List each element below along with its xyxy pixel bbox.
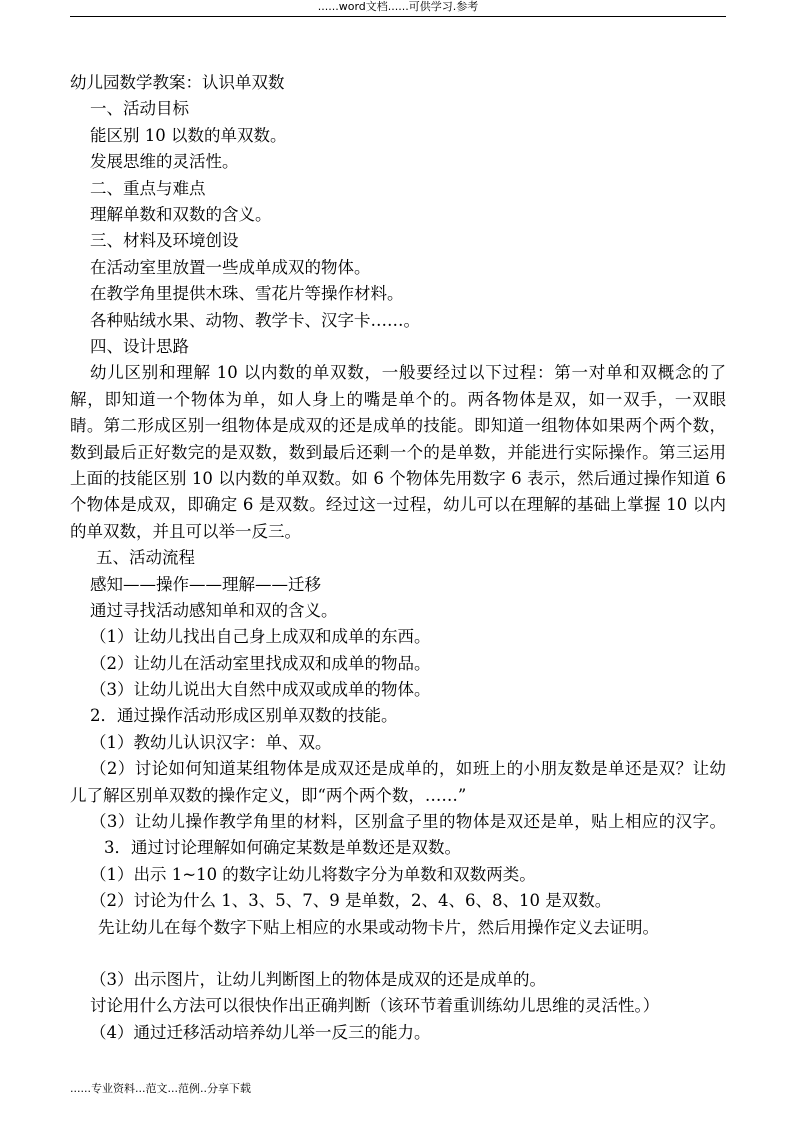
process-substep-text: （3）让幼儿操作教学角里的材料，区别盒子里的物体是双还是单，贴上相应的汉字。 [90, 812, 726, 832]
process-substep: （4）通过迁移活动培养幼儿举一反三的能力。 [90, 1022, 431, 1042]
section-heading-design: 四、设计思路 [90, 336, 189, 356]
process-substep: （3）让幼儿说出大自然中成双或成单的物体。 [90, 680, 431, 700]
process-flow: 感知——操作——理解——迁移 [90, 574, 321, 594]
process-step: 3．通过讨论理解如何确定某数是单数还是双数。 [104, 838, 461, 858]
blank-line [70, 941, 726, 967]
key-point-item: 理解单数和双数的含义。 [90, 204, 272, 224]
process-substep: （2）讨论为什么 1、3、5、7、9 是单数，2、4、6、8、10 是双数。 [90, 891, 612, 911]
process-substep: （1）出示 1~10 的数字让幼儿将数字分为单数和双数两类。 [90, 864, 536, 884]
process-substep: （2）讨论如何知道某组物体是成双还是成单的，如班上的小朋友数是单还是双？让幼儿了解区别单双数的操作定义，即“两个两个数，……” [70, 759, 726, 805]
section-heading-key-points: 二、重点与难点 [90, 178, 206, 198]
process-step: 2．通过操作活动形成区别单双数的技能。 [90, 706, 398, 726]
process-substep: 讨论用什么方法可以很快作出正确判断（该环节着重训练幼儿思维的灵活性。） [90, 996, 660, 1016]
page-header: ......word文档......可供学习.参考 [70, 0, 726, 17]
section-heading-goals: 一、活动目标 [90, 99, 189, 119]
process-substep: （1）教幼儿认识汉字：单、双。 [90, 732, 332, 752]
process-substep: （1）让幼儿找出自己身上成双和成单的东西。 [90, 627, 431, 647]
design-paragraph: 幼儿区别和理解 10 以内数的单双数，一般要经过以下过程：第一对单和双概念的了解，即知道一个物体为单，如人身上的嘴是单个的。两各物体是双，如一双手，一双眼睛。第二形成区别一组物体是成双的还是成单的技能。即知道一组物体如果两个两个数，数到最后正好数完的是双数，数到最后还剩一个的是单数，并能进行实际操作。第三运用上面的技能区别 10 以内数的单双数。如 6 个物体先用数字 6 表示，然后通过操作知道 6 个物体是成双，即确定 6 是双数。经过这一过程，幼儿可以在理解的基础上掌握 10 以内的单双数，并且可以举一反三。 [70, 363, 726, 541]
process-substep [70, 809, 726, 862]
process-substep: （2）让幼儿在活动室里找成双和成单的物品。 [90, 653, 431, 673]
process-step: 通过寻找活动感知单和双的含义。 [90, 600, 338, 620]
material-item: 在活动室里放置一些成单成双的物体。 [90, 257, 371, 277]
section-heading-process: 五、活动流程 [96, 548, 195, 568]
material-item: 各种贴绒水果、动物、教学卡、汉字卡……。 [90, 310, 420, 330]
process-substep: （3）出示图片，让幼儿判断图上的物体是成双的还是成单的。 [90, 970, 546, 990]
section-heading-materials: 三、材料及环境创设 [90, 231, 239, 251]
process-substep: 先让幼儿在每个数字下贴上相应的水果或动物卡片，然后用操作定义去证明。 [98, 917, 659, 937]
document-body [70, 70, 726, 1046]
goal-item: 发展思维的灵活性。 [90, 152, 239, 172]
page-footer: ......专业资料...范文...范例..分享下载 [70, 1082, 251, 1095]
document-title: 幼儿园数学教案：认识单双数 [70, 73, 285, 92]
material-item: 在教学角里提供木珠、雪花片等操作材料。 [90, 284, 404, 304]
goal-item: 能区别 10 以数的单双数。 [90, 125, 287, 145]
